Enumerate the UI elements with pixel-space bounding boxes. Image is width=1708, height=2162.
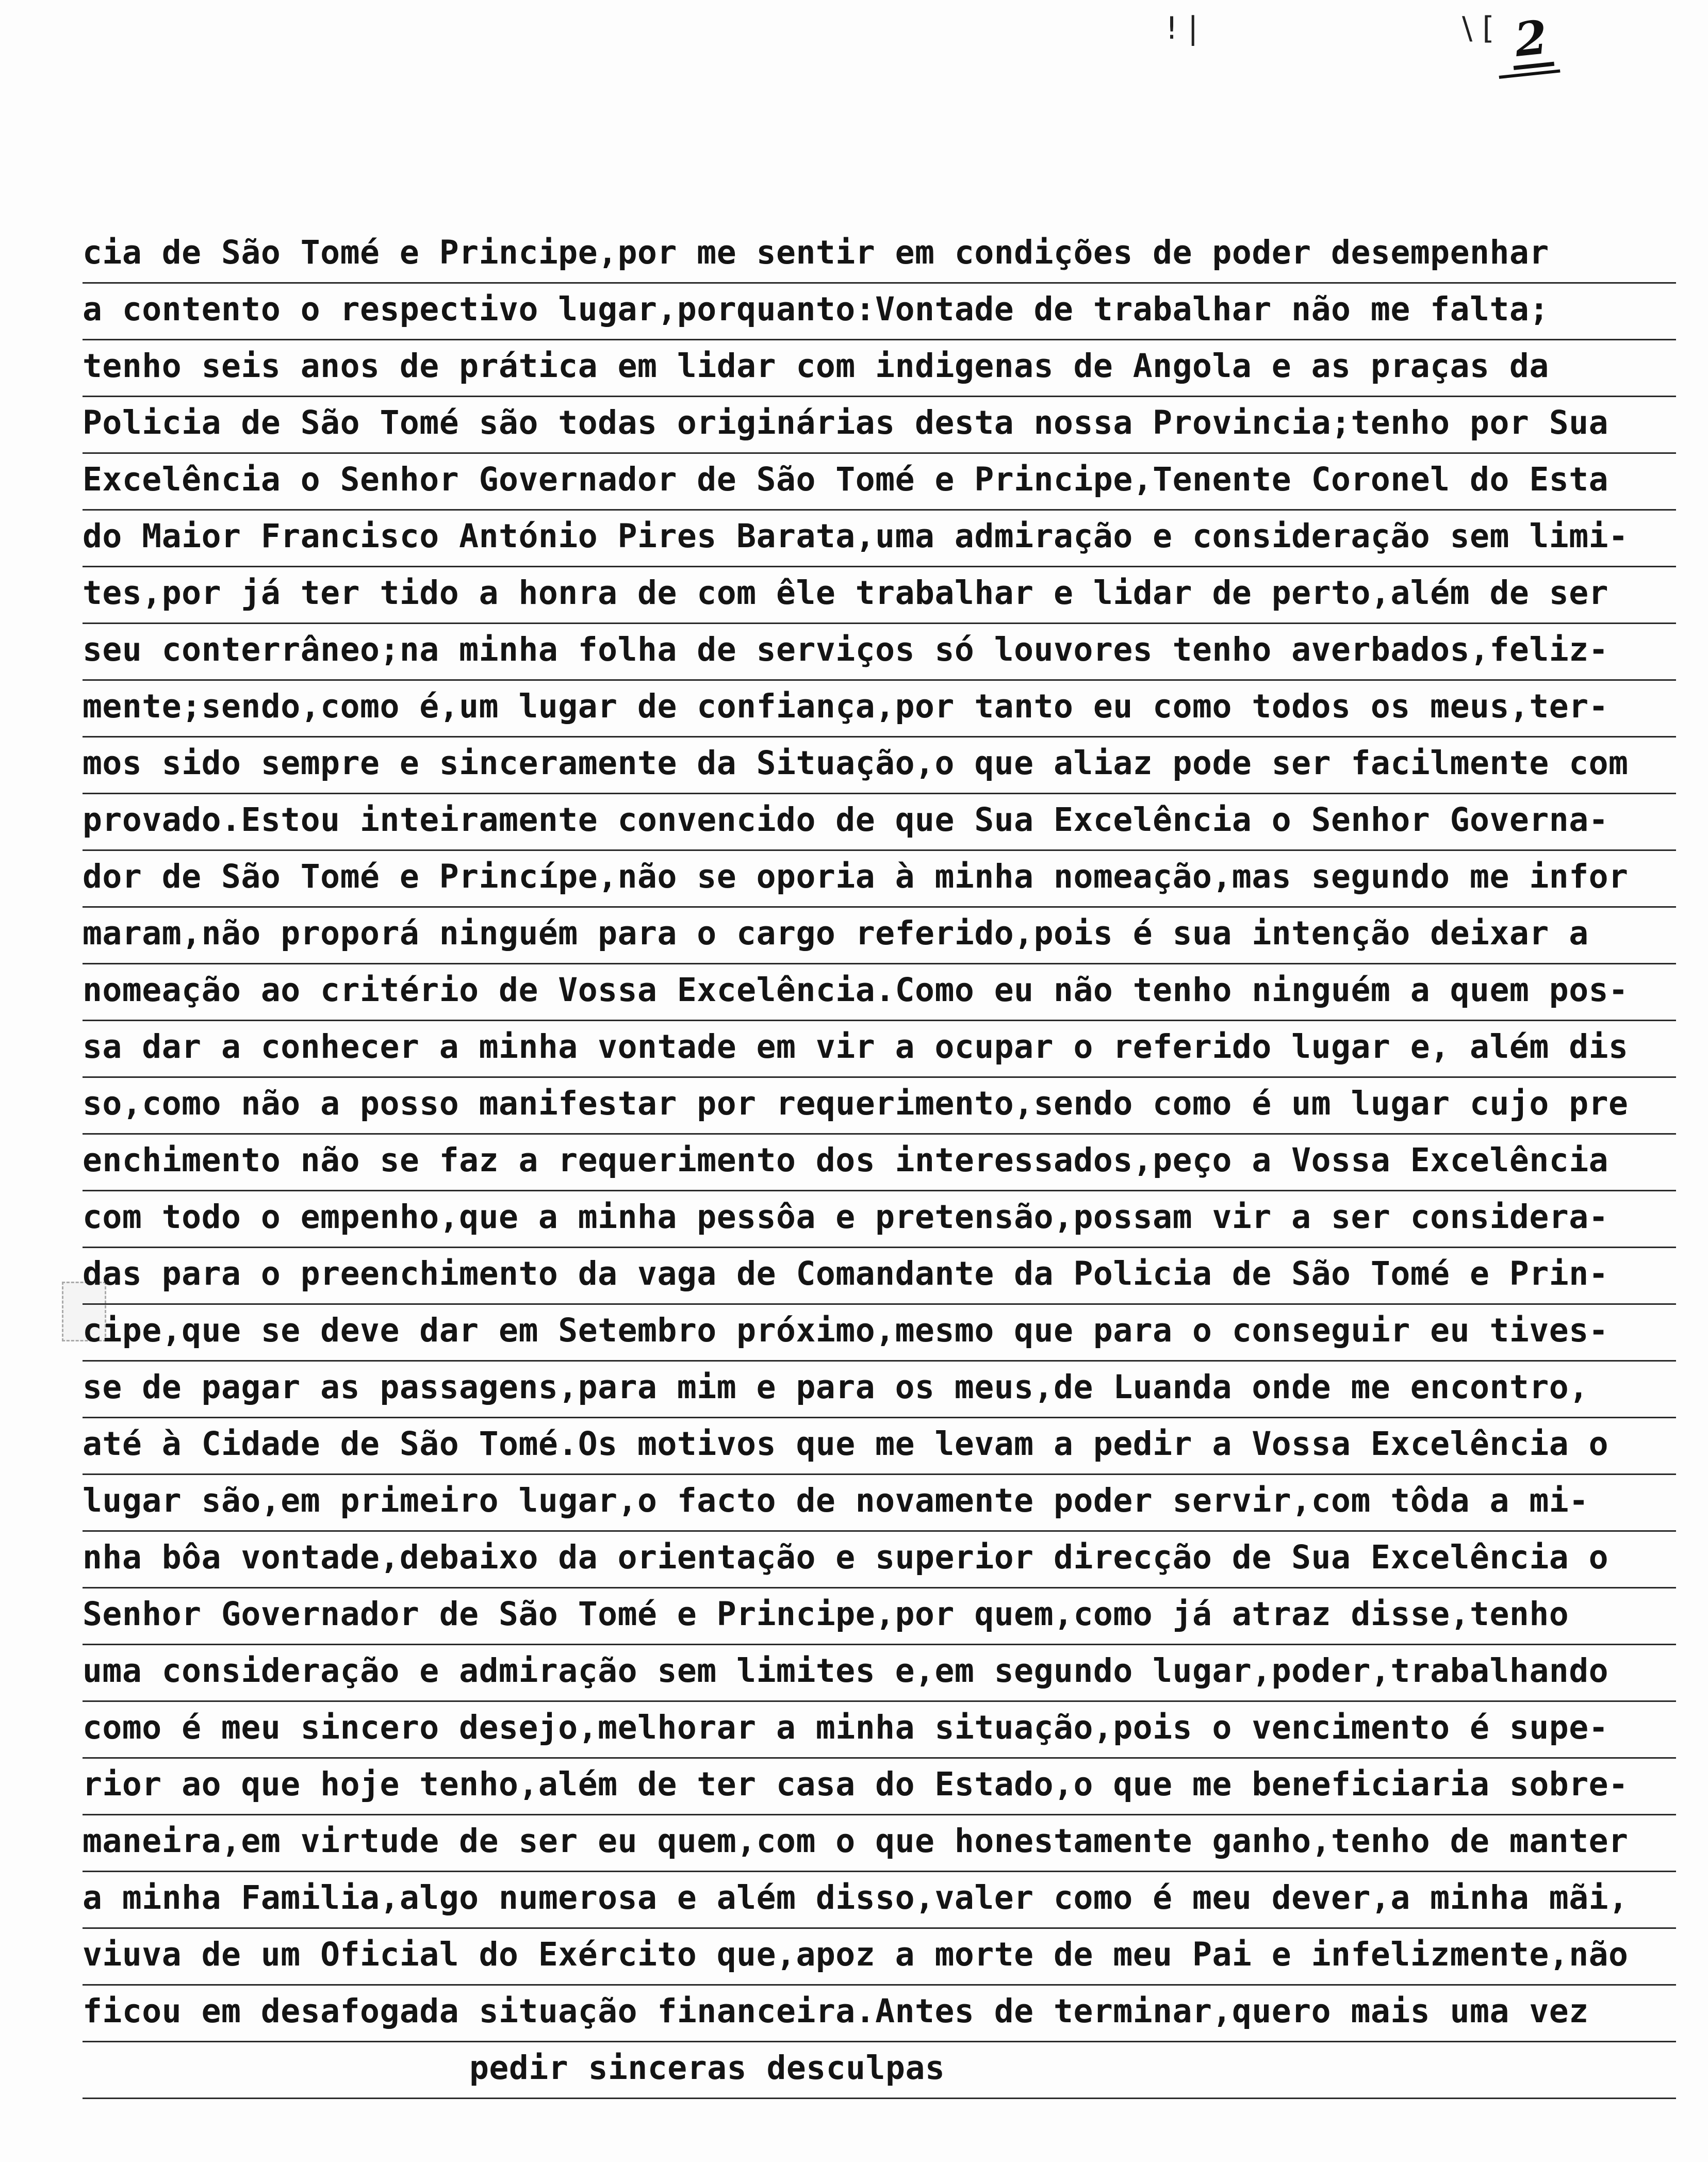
page-number: 2 — [1508, 13, 1554, 70]
text-line: seu conterrâneo;na minha folha de serviços só louvores tenho averbados,feliz- — [83, 624, 1676, 681]
text-line: maram,não proporá ninguém para o cargo referido,pois é sua intenção deixar a — [83, 908, 1676, 964]
text-line: se de pagar as passagens,para mim e para os meus,de Luanda onde me encontro, — [83, 1362, 1676, 1418]
text-line: so,como não a posso manifestar por requerimento,sendo como é um lugar cujo pre — [83, 1078, 1676, 1135]
text-line: viuva de um Oficial do Exército que,apoz a morte de meu Pai e infelizmente,não — [83, 1929, 1676, 1986]
text-line: a minha Familia,algo numerosa e além disso,valer como é meu dever,a minha mãi, — [83, 1872, 1676, 1929]
text-line: cipe,que se deve dar em Setembro próximo,mesmo que para o conseguir eu tives- — [83, 1305, 1676, 1362]
text-line: provado.Estou inteiramente convencido de que Sua Excelência o Senhor Governa- — [83, 794, 1676, 851]
text-line: até à Cidade de São Tomé.Os motivos que me levam a pedir a Vossa Excelência o — [83, 1418, 1676, 1475]
text-line: ficou em desafogada situação financeira.Antes de terminar,quero mais uma vez — [83, 1986, 1676, 2042]
text-line: das para o preenchimento da vaga de Comandante da Policia de São Tomé e Prin- — [83, 1248, 1676, 1305]
text-line: uma consideração e admiração sem limites e,em segundo lugar,poder,trabalhando — [83, 1645, 1676, 1702]
text-line: mos sido sempre e sinceramente da Situação,o que aliaz pode ser facilmente com — [83, 738, 1676, 794]
margin-mark: ! | — [1165, 10, 1198, 46]
text-line: maneira,em virtude de ser eu quem,com o que honestamente ganho,tenho de manter — [83, 1815, 1676, 1872]
typewritten-letter-body — [83, 227, 1676, 2099]
text-line: sa dar a conhecer a minha vontade em vir a ocupar o referido lugar e, além dis — [83, 1021, 1676, 1078]
text-line: Excelência o Senhor Governador de São Tomé e Principe,Tenente Coronel do Esta — [83, 454, 1676, 511]
text-line: tenho seis anos de prática em lidar com indigenas de Angola e as praças da — [83, 340, 1676, 397]
text-line: rior ao que hoje tenho,além de ter casa do Estado,o que me beneficiaria sobre- — [83, 1759, 1676, 1815]
text-line: pedir sinceras desculpas — [83, 2042, 1676, 2099]
text-line: a contento o respectivo lugar,porquanto:Vontade de trabalhar não me falta; — [83, 284, 1676, 340]
text-line: tes,por já ter tido a honra de com êle trabalhar e lidar de perto,além de ser — [83, 567, 1676, 624]
text-line: dor de São Tomé e Princípe,não se oporia à minha nomeação,mas segundo me infor — [83, 851, 1676, 908]
text-line: lugar são,em primeiro lugar,o facto de novamente poder servir,com tôda a mi- — [83, 1475, 1676, 1532]
margin-mark: \ [ — [1462, 10, 1494, 46]
text-line: Senhor Governador de São Tomé e Principe,por quem,como já atraz disse,tenho — [83, 1588, 1676, 1645]
text-line: como é meu sincero desejo,melhorar a minha situação,pois o vencimento é supe- — [83, 1702, 1676, 1759]
text-line: Policia de São Tomé são todas originárias desta nossa Provincia;tenho por Sua — [83, 397, 1676, 454]
text-line: enchimento não se faz a requerimento dos interessados,peço a Vossa Excelência — [83, 1135, 1676, 1191]
text-line: do Maior Francisco António Pires Barata,uma admiração e consideração sem limi- — [83, 511, 1676, 567]
text-line: nha bôa vontade,debaixo da orientação e superior direcção de Sua Excelência o — [83, 1532, 1676, 1588]
text-line: nomeação ao critério de Vossa Excelência.Como eu não tenho ninguém a quem pos- — [83, 964, 1676, 1021]
text-line: com todo o empenho,que a minha pessôa e pretensão,possam vir a ser considera- — [83, 1191, 1676, 1248]
text-line: mente;sendo,como é,um lugar de confiança,por tanto eu como todos os meus,ter- — [83, 681, 1676, 738]
text-line: cia de São Tomé e Principe,por me sentir em condições de poder desempenhar — [83, 227, 1676, 284]
